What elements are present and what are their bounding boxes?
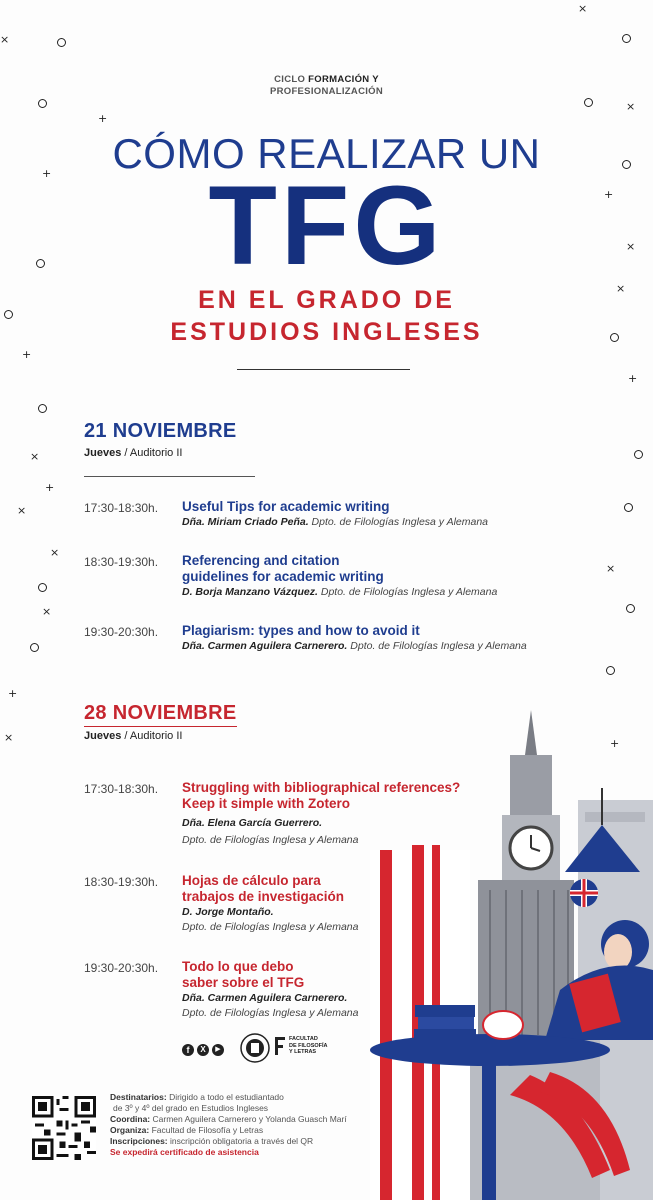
faculty-line3: Y LETRAS [289,1049,317,1055]
social-icons [182,1044,224,1056]
inscripciones-label: Inscripciones: [110,1136,168,1146]
organiza-label: Organiza: [110,1125,150,1135]
session-speaker: Dña. Carmen Aguilera Carnerero. Dpto. de Filologías Inglesa y Alemana [182,640,527,652]
facebook-icon[interactable]: f [182,1044,194,1056]
day1-weekday: Jueves [84,447,122,459]
title-tfg: TFG [208,163,445,288]
session-time: 18:30-19:30h. [84,555,159,569]
teapot [483,1011,523,1039]
session-speaker: Dña. Carmen Aguilera Carnerero. Dpto. de Filologías Inglesa y Alemana [182,992,359,1019]
session-title: Todo lo que debo saber sobre el TFG [182,959,305,990]
session-time: 17:30-18:30h. [84,782,159,796]
day1-place: / Auditorio II [124,447,183,459]
youtube-icon[interactable]: ▶ [212,1044,224,1056]
session-time: 19:30-20:30h. [84,961,159,975]
faculty-line1: FACULTAD [289,1036,318,1042]
day1-date: 21 NOVIEMBRE [84,420,237,442]
cycle-label [0,74,653,98]
header-divider [237,369,410,370]
subtitle [0,284,653,348]
faculty-logo [274,1036,328,1056]
day1-header [84,420,237,459]
session-speaker: D. Jorge Montaño. Dpto. de Filologías Inglesa y Alemana [182,906,359,933]
subtitle-line2: ESTUDIOS INGLESES [170,318,483,346]
title-line1: CÓMO REALIZAR UN [112,130,541,177]
session-title: Plagiarism: types and how to avoid it [182,623,420,638]
coordina-label: Coordina: [110,1114,151,1124]
session-speaker: Dña. Miriam Criado Peña. Dpto. de Filologías Inglesa y Alemana [182,516,489,528]
tower-spire [525,710,537,755]
session-title: Hojas de cálculo para trabajos de investigación [182,873,345,904]
university-seal-icon [240,1032,270,1064]
session-speaker: D. Borja Manzano Vázquez. Dpto. de Filologías Inglesa y Alemana [182,586,498,598]
session-title: Useful Tips for academic writing [182,499,390,514]
registration-qr-code[interactable] [32,1096,96,1160]
day2-place: / Auditorio II [124,730,183,742]
session-time: 19:30-20:30h. [84,625,159,639]
day2-header [84,702,237,742]
faculty-line2: DE FILOSOFÍA [289,1042,328,1049]
x-icon[interactable]: X [197,1044,209,1056]
faculty-f-icon [274,1036,286,1056]
subtitle-line1: EN EL GRADO DE [198,286,455,314]
cycle-prefix: CICLO [274,74,306,85]
session-title: Referencing and citation guidelines for academic writing [182,553,384,584]
destinatarios-label: Destinatarios: [110,1092,167,1102]
session-title: Struggling with bibliographical references? Keep it simple with Zotero [182,780,461,811]
session-time: 18:30-19:30h. [84,875,159,889]
footer-info: Destinatarios: Dirigido a todo el estudiantado de 3º y 4º del grado en Estudios Ingleses Coordina: Carmen Aguilera Carnerero y Yolanda Guasch Marí Organiza: Facultad de Filosofía y Letras Inscripciones: inscripción obligatoria a través del QR Se expedirá certificado de asistencia [110,1092,360,1158]
day2-date: 28 NOVIEMBRE [84,702,237,727]
day2-weekday: Jueves [84,730,122,742]
day1-divider [84,476,255,477]
student-reading-illustration [370,700,653,1200]
session-time: 17:30-18:30h. [84,501,159,515]
certificate-note: Se expedirá certificado de asistencia [110,1147,259,1157]
cycle-line2: PROFESIONALIZACIÓN [269,86,384,97]
cycle-highlight: FORMACIÓN Y [308,74,379,85]
session-speaker: Dña. Elena García Guerrero. Dpto. de Filologías Inglesa y Alemana [182,817,359,846]
